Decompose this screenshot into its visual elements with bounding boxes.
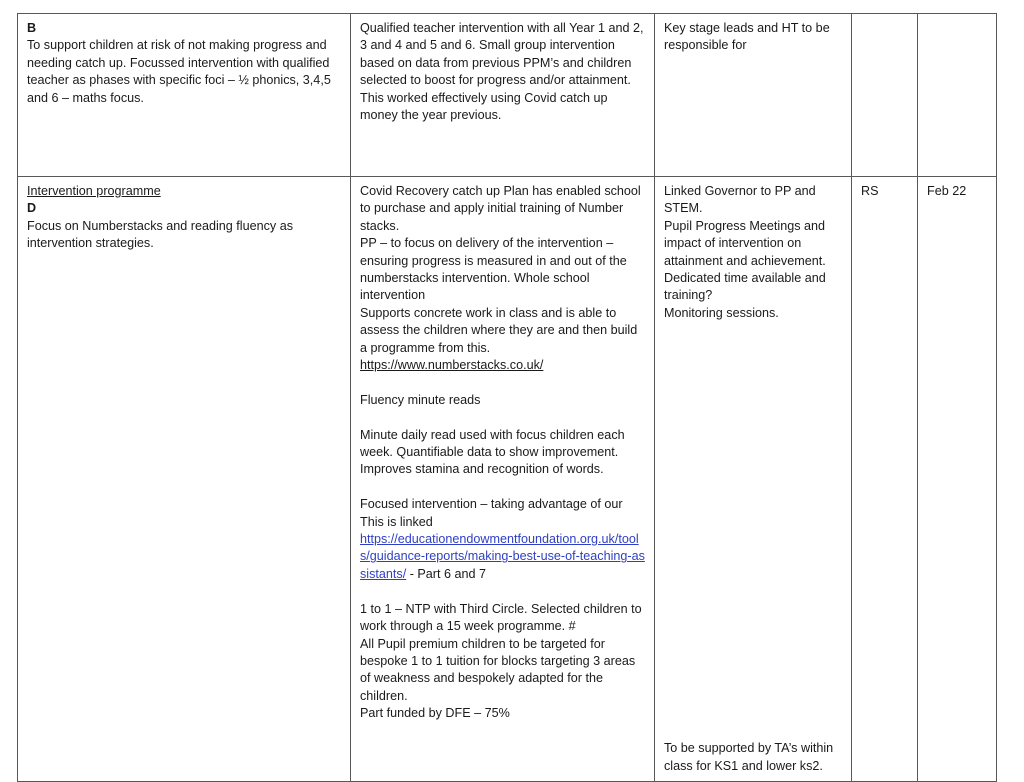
cell-monitoring-a	[655, 14, 852, 177]
strategy-text-d: Focus on Numberstacks and reading fluency as intervention strategies.	[27, 218, 294, 251]
cell-detail-a	[351, 14, 655, 177]
cell-strategy-a	[18, 14, 351, 177]
review-date-b: Feb 22	[927, 184, 967, 198]
eef-link-wrapper	[360, 531, 646, 583]
cell-owner-a	[852, 14, 918, 177]
monitoring-paragraph-1: Linked Governor to PP and STEM.	[664, 184, 816, 216]
detail-text-a: Qualified teacher intervention with all Year 1 and 2, 3 and 4 and 5 and 6. Small group intervention based on data from previous PPM’s and children selected to boost for progress and/or attainment. This worked effectively using Covid catch up money the year previous.	[360, 21, 644, 123]
detail-paragraph-9: Part funded by DFE – 75%	[360, 706, 510, 721]
cell-monitoring-b	[655, 177, 852, 782]
intervention-plan-table	[17, 13, 997, 782]
detail-paragraph-3: Supports concrete work in class and is able to assess the children where they are and then build a programme from this.	[360, 305, 638, 355]
cell-owner-b	[852, 177, 918, 782]
monitoring-paragraph-2: Pupil Progress Meetings and impact of intervention on attainment and achievement.	[664, 218, 826, 268]
monitoring-paragraph-5: To be supported by TA’s within class for KS1 and lower ks2.	[664, 741, 834, 773]
monitoring-paragraph-3: Dedicated time available and training?	[664, 271, 826, 303]
detail-paragraph-7: 1 to 1 – NTP with Third Circle. Selected children to work through a 15 week programme. #	[360, 601, 642, 634]
cell-review-date-a	[918, 14, 997, 177]
eef-link-suffix: - Part 6 and 7	[406, 566, 487, 581]
owner-b: RS	[861, 184, 879, 198]
detail-paragraph-5: Minute daily read used with focus children each week. Quantifiable data to show improvement. Improves stamina and recognition of words.	[360, 427, 625, 477]
monitoring-text-a: Key stage leads and HT to be responsible for	[664, 21, 830, 53]
paragraph-spacer	[360, 479, 646, 496]
numberstacks-link[interactable]: https://www.numberstacks.co.uk/	[360, 358, 544, 373]
detail-paragraph-8: All Pupil premium children to be targeted for bespoke 1 to 1 tuition for blocks targeting 3 areas of weakness and bespokely adapted for the children.	[360, 636, 636, 703]
paragraph-spacer	[360, 409, 646, 426]
cell-strategy-b	[18, 177, 351, 782]
paragraph-spacer	[360, 583, 646, 600]
strategy-label-b: B	[27, 21, 37, 35]
detail-paragraph-4: Fluency minute reads	[360, 392, 481, 407]
cell-detail-b	[351, 177, 655, 782]
eef-link[interactable]: https://educationendowmentfoundation.org.uk/tools/guidance-reports/making-best-use-of-teaching-assistants/	[360, 532, 645, 581]
cell-review-date-b	[918, 177, 997, 782]
table-row	[18, 14, 997, 177]
detail-paragraph-2: PP – to focus on delivery of the intervention – ensuring progress is measured in and out of the numberstacks intervention. Whole school intervention	[360, 236, 627, 303]
table-row	[18, 177, 997, 782]
intervention-programme-heading: Intervention programme	[27, 184, 161, 198]
monitoring-paragraph-4: Monitoring sessions.	[664, 305, 779, 320]
strategy-label-d: D	[27, 201, 37, 216]
strategy-text-b: To support children at risk of not making progress and needing catch up. Focussed intervention with qualified teacher as phases with specific foci – ½ phonics, 3,4,5 and 6 – maths focus.	[27, 38, 331, 105]
detail-paragraph-1: Covid Recovery catch up Plan has enabled school to purchase and apply initial training of Number stacks.	[360, 184, 641, 233]
detail-paragraph-6: Focused intervention – taking advantage of our This is linked	[360, 497, 623, 529]
paragraph-spacer	[360, 374, 646, 391]
